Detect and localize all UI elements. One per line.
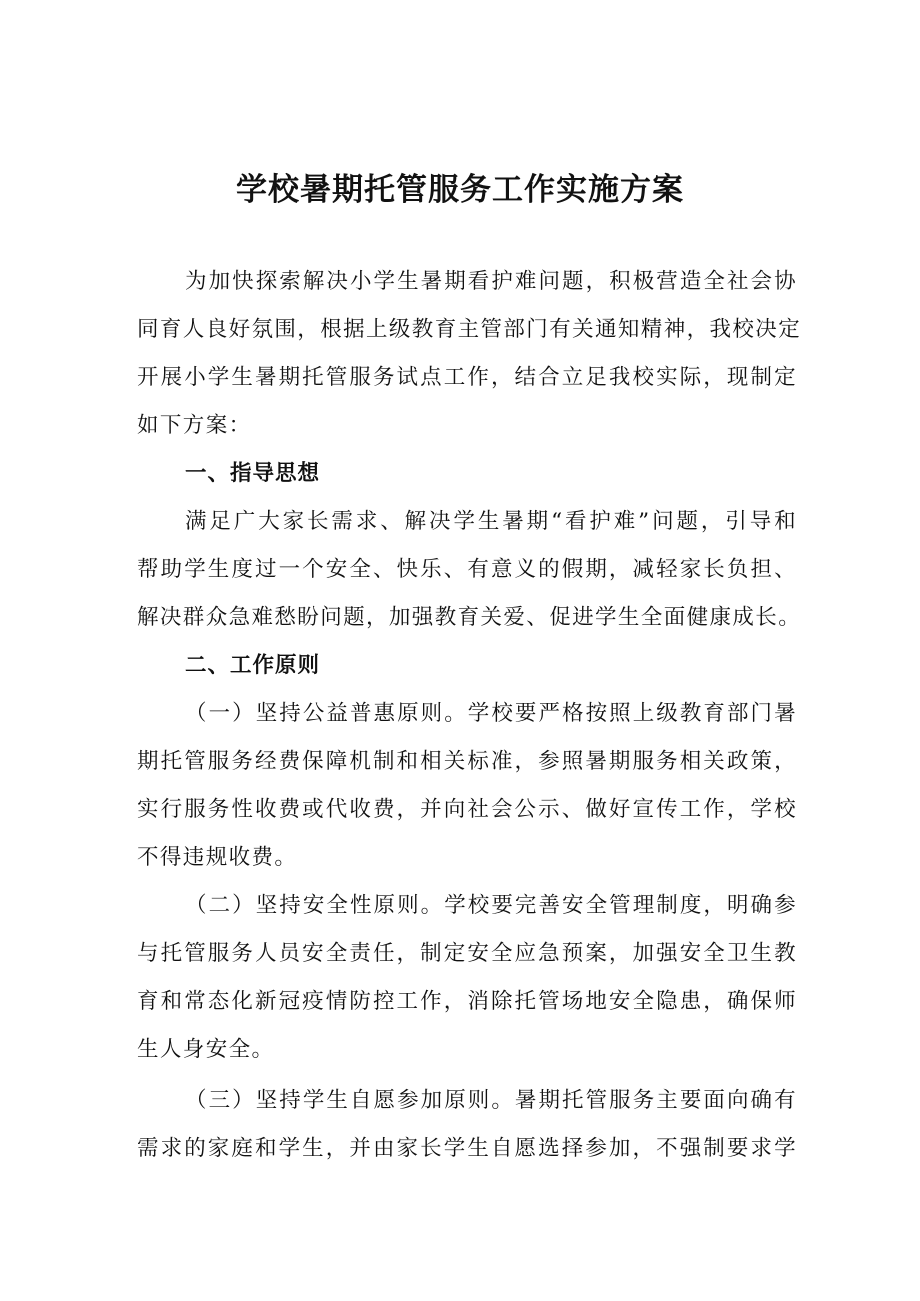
principle1-line-1: （一）坚持公益普惠原则。学校要严格按照上级教育部门暑 <box>185 701 797 726</box>
principle2-line-1: （二）坚持安全性原则。学校要完善安全管理制度，明确参 <box>185 893 797 918</box>
document-title: 学校暑期托管服务工作实施方案 <box>236 172 684 208</box>
principle3-line-2: 需求的家庭和学生，并由家长学生自愿选择参加，不强制要求学 <box>137 1136 797 1161</box>
principle1-line-3: 实行服务性收费或代收费，并向社会公示、做好宣传工作，学校 <box>137 797 797 822</box>
intro-line-1: 为加快探索解决小学生暑期看护难问题，积极营造全社会协 <box>185 269 797 294</box>
section1-line-2: 帮助学生度过一个安全、快乐、有意义的假期，减轻家长负担、 <box>137 557 797 582</box>
section-heading-guiding-ideology: 一、指导思想 <box>185 461 321 486</box>
principle2-line-2: 与托管服务人员安全责任，制定安全应急预案，加强安全卫生教 <box>137 941 797 966</box>
section1-line-3: 解决群众急难愁盼问题，加强教育关爱、促进学生全面健康成长。 <box>137 605 802 630</box>
principle2-line-3: 育和常态化新冠疫情防控工作，消除托管场地安全隐患，确保师 <box>137 989 797 1014</box>
intro-line-3: 开展小学生暑期托管服务试点工作，结合立足我校实际，现制定 <box>137 365 797 390</box>
section1-line-1: 满足广大家长需求、解决学生暑期“看护难”问题，引导和 <box>185 509 797 534</box>
principle3-line-1: （三）坚持学生自愿参加原则。暑期托管服务主要面向确有 <box>185 1088 797 1113</box>
section-heading-work-principles: 二、工作原则 <box>185 653 321 678</box>
principle1-line-4: 不得违规收费。 <box>137 845 298 870</box>
intro-line-2: 同育人良好氛围，根据上级教育主管部门有关通知精神，我校决定 <box>137 317 802 342</box>
intro-line-4: 如下方案： <box>137 413 252 438</box>
principle2-line-4: 生人身安全。 <box>137 1037 275 1062</box>
principle1-line-2: 期托管服务经费保障机制和相关标准，参照暑期服务相关政策， <box>137 749 797 774</box>
